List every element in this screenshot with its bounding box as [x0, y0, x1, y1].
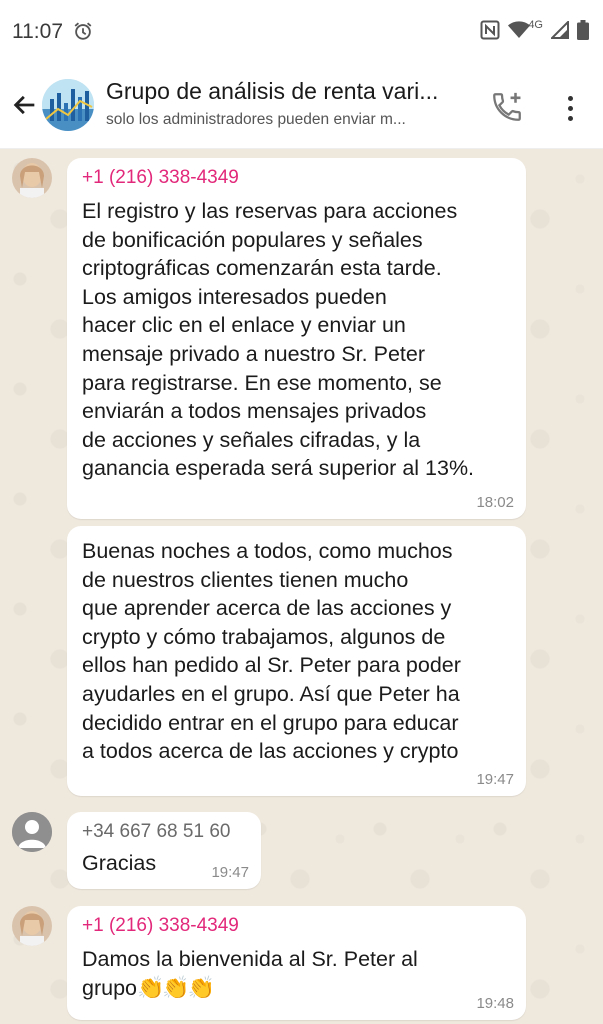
wifi-icon [508, 21, 530, 39]
message-time: 18:02 [476, 494, 514, 511]
sender-photo [12, 158, 52, 198]
status-bar [0, 0, 603, 64]
add-call-icon [490, 90, 524, 124]
message-text [82, 945, 508, 1002]
network-type: 4G [528, 19, 543, 31]
more-options-button[interactable] [556, 90, 584, 126]
message-text: Gracias [82, 851, 157, 875]
default-avatar-icon [12, 812, 52, 852]
message-time: 19:48 [476, 995, 514, 1012]
message-bubble[interactable] [67, 812, 261, 889]
sender-avatar[interactable] [12, 906, 52, 946]
group-avatar-image [42, 79, 94, 131]
chat-messages[interactable] [0, 149, 603, 1024]
nfc-icon [480, 20, 500, 40]
group-subtitle: solo los administradores pueden enviar m... [106, 111, 406, 128]
group-avatar[interactable] [42, 79, 94, 131]
message-time: 19:47 [476, 771, 514, 788]
sender-avatar[interactable] [12, 812, 52, 852]
message-bubble[interactable] [67, 526, 526, 796]
sender-avatar[interactable] [12, 158, 52, 198]
status-time: 11:07 [12, 20, 63, 43]
clapping-hands-emoji: 👏👏👏 [137, 974, 214, 1000]
sender-name[interactable]: +1 (216) 338-4349 [82, 915, 239, 936]
message-text: El registro y las reservas para acciones de bonificación populares y señales criptográficas comenzarán esta tarde. Los amigos interesados pueden hacer clic en el enlace y enviar un mensaje privado a nuestro Sr. Peter para registrarse. En ese momento, se enviarán a todos mensajes privados de acciones y señales cifradas, y la ganancia esperada será superior al 13%. [82, 199, 475, 481]
message-text-body: Damos la bienvenida al Sr. Peter al grupo [82, 947, 418, 1000]
signal-icon [551, 21, 569, 39]
more-vert-icon [568, 96, 573, 101]
battery-icon [577, 20, 589, 40]
group-title: Grupo de análisis de renta vari... [106, 78, 439, 104]
message-bubble[interactable] [67, 906, 526, 1020]
status-icons [480, 20, 589, 40]
chat-header [0, 64, 603, 149]
sender-photo [12, 906, 52, 946]
message-bubble[interactable] [67, 158, 526, 519]
add-call-button[interactable] [490, 90, 526, 126]
message-time: 19:47 [211, 864, 249, 881]
sender-name[interactable]: +34 667 68 51 60 [82, 821, 231, 842]
back-arrow-icon [11, 91, 39, 119]
message-text: Buenas noches a todos, como muchos de nuestros clientes tienen mucho que aprender acerca de las acciones y crypto y cómo trabajamos, algunos de ellos han pedido al Sr. Peter para poder ayudarles en el grupo. Así que Peter ha decidido entrar en el grupo para educar a todos acerca de las acciones y crypto [82, 539, 461, 764]
sender-name[interactable]: +1 (216) 338-4349 [82, 167, 239, 188]
back-button[interactable] [8, 88, 42, 122]
header-title-block[interactable] [106, 78, 476, 129]
alarm-icon [72, 20, 94, 42]
